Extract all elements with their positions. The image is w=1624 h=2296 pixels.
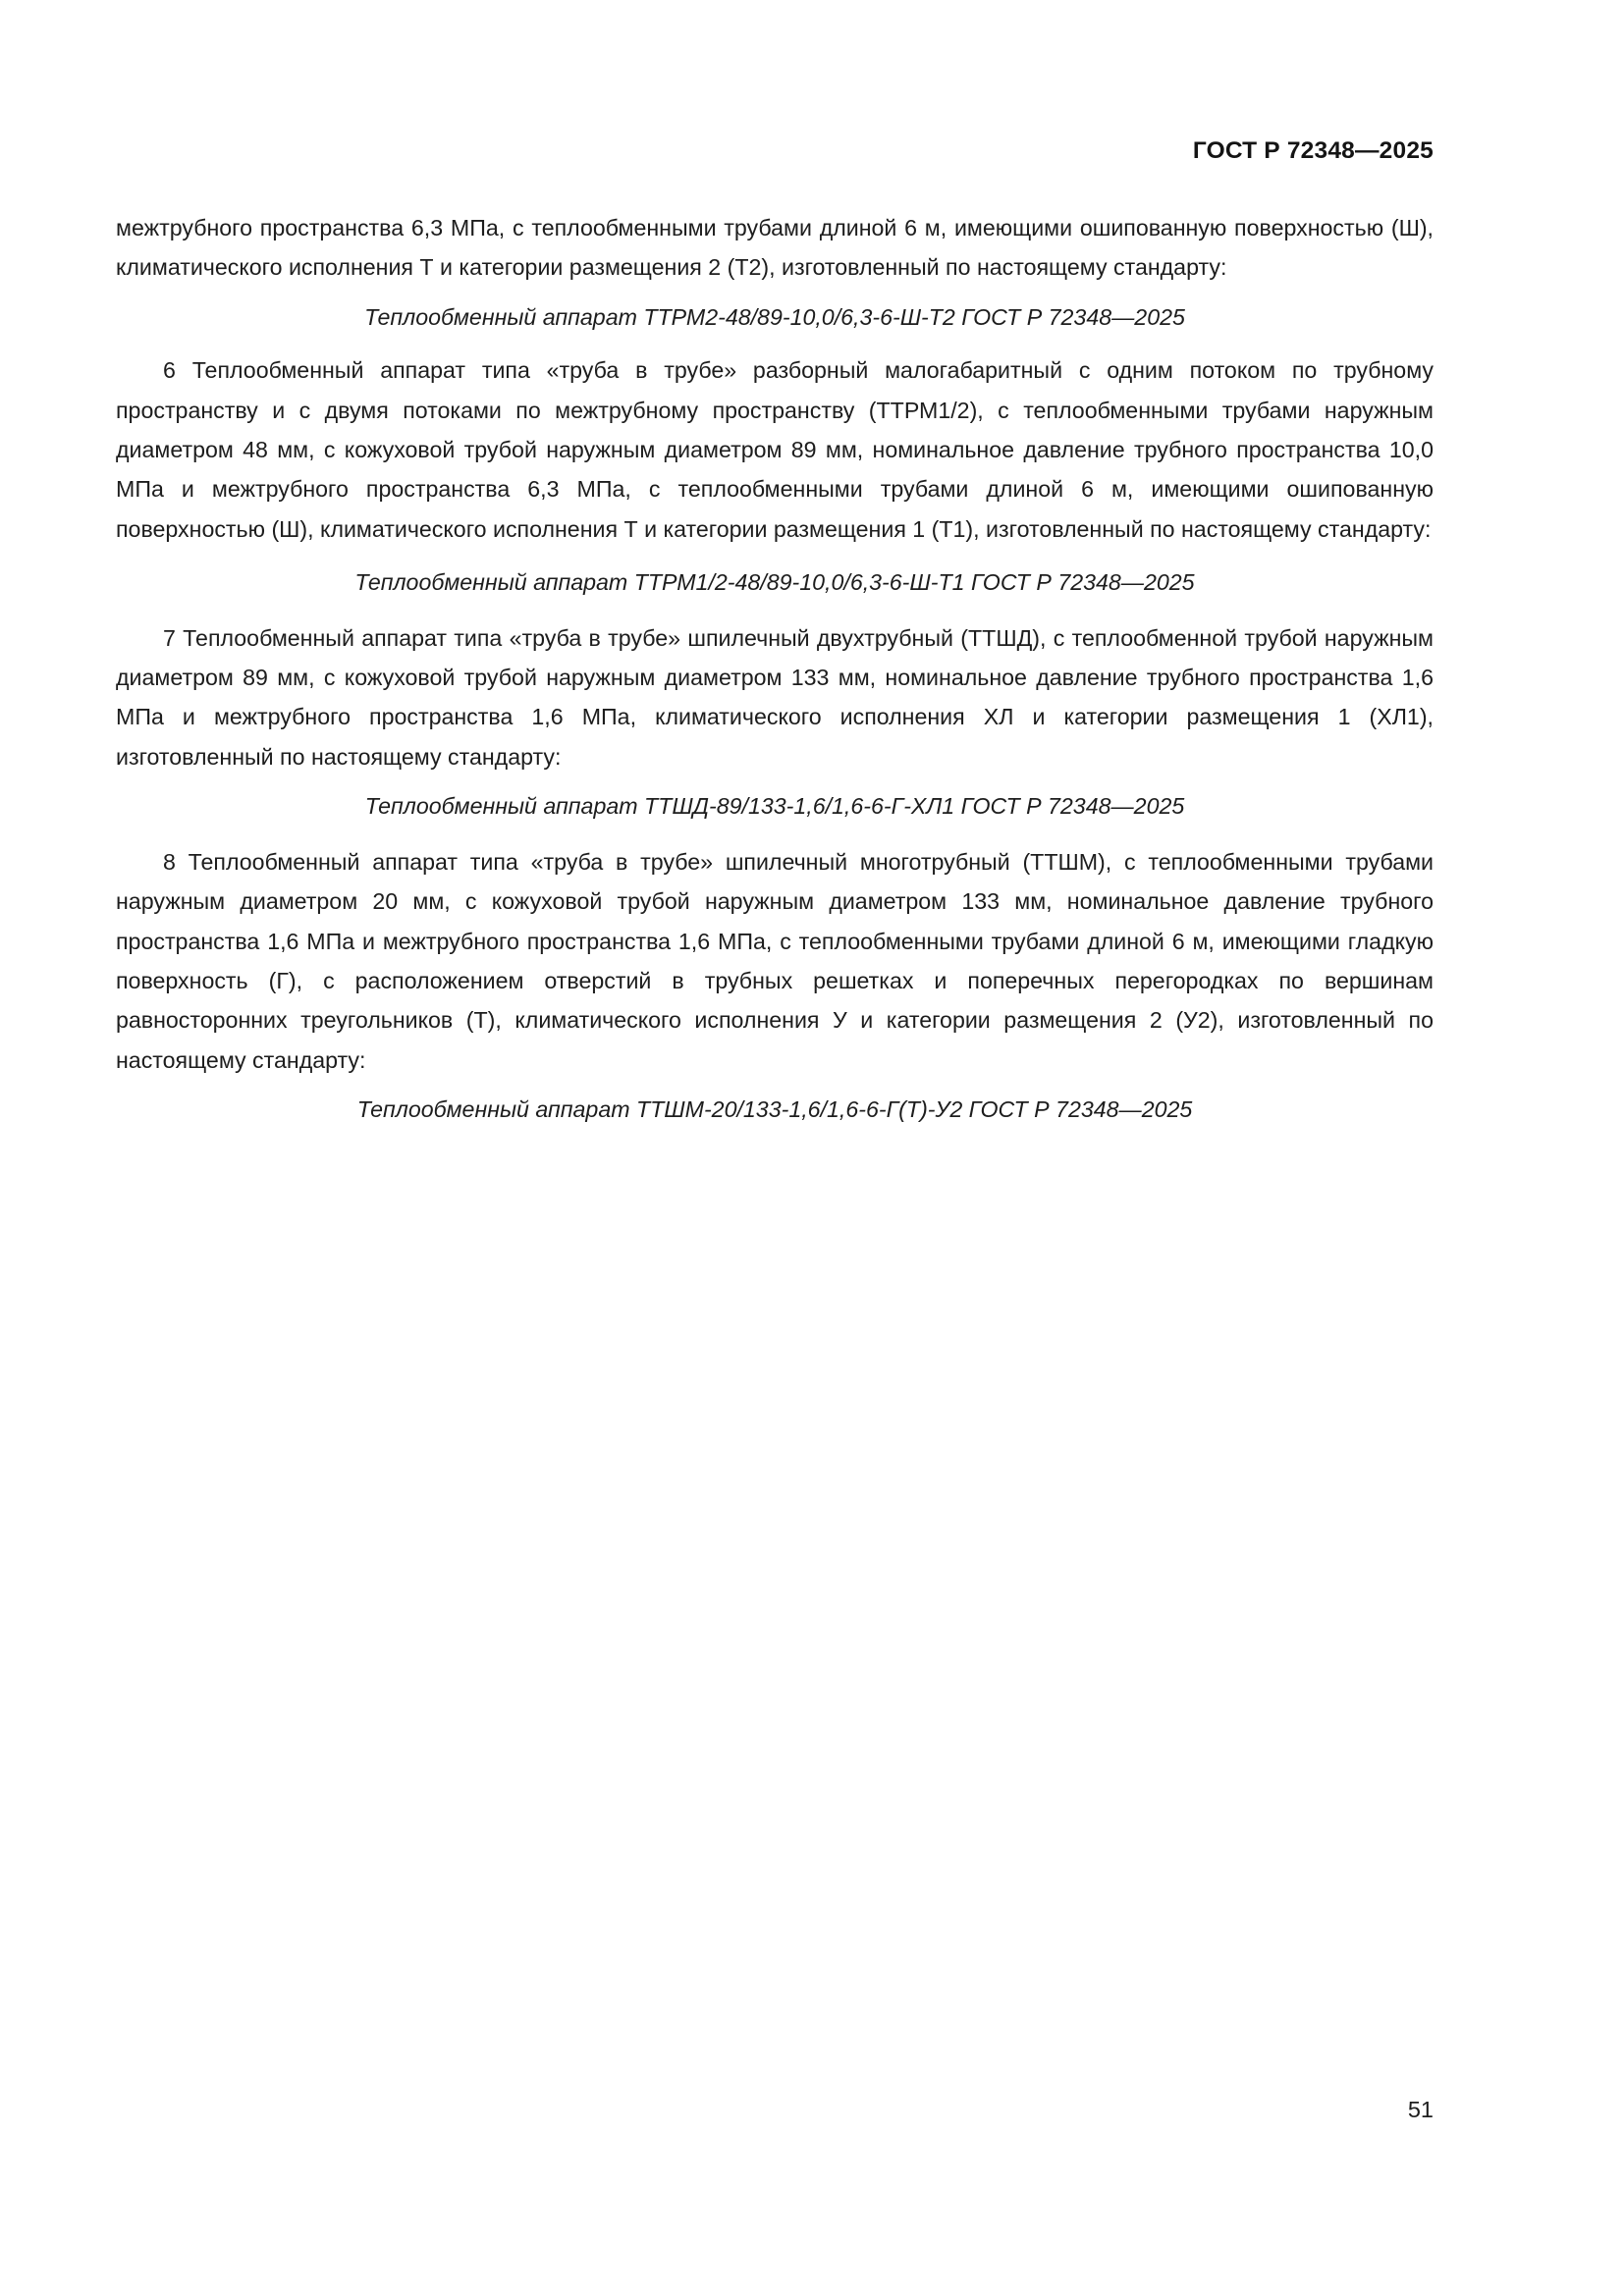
running-head-standard-number: ГОСТ Р 72348—2025 — [1192, 137, 1434, 164]
paragraph-item-8: 8 Теплообменный аппарат типа «труба в трубе» шпилечный многотрубный (ТТШМ), с теплообменными трубами наружным диаметром 20 мм, с кожуховой трубой наружным диаметром 133 мм, номинальное давление трубного пространства 1,6 МПа и межтрубного пространства 1,6 МПа, с теплообменными трубами длиной 6 м, имеющими гладкую поверхность (Г), с расположением отверстий в трубных решетках и поперечных перегородках по вершинам равносторонних треугольников (Т), климатического исполнения У и категории размещения 2 (У2), изготовленный по настоящему стандарту: — [116, 848, 1434, 1073]
spacer — [116, 827, 1434, 842]
designation-line-ttrm2: Теплообменный аппарат ТТРМ2-48/89-10,0/6,3-6-Ш-Т2 ГОСТ Р 72348—2025 — [364, 303, 1185, 330]
spacer — [116, 1080, 1434, 1090]
page-number: 51 — [1407, 2097, 1434, 2122]
spacer — [116, 603, 1434, 618]
paragraph-item-6: 6 Теплообменный аппарат типа «труба в трубе» разборный малогабаритный с одним потоком по трубному пространству и с двумя потоками по межтрубному пространству (ТТРМ1/2), с теплообменными трубами наружным диаметром 48 мм, с кожуховой трубой наружным диаметром 89 мм, номинальное давление трубного пространства 10,0 МПа и межтрубного пространства 6,3 МПа, с теплообменными трубами длиной 6 м, имеющими ошипованную поверхностью (Ш), климатического исполнения Т и категории размещения 1 (Т1), изготовленный по настоящему стандарту: — [116, 357, 1434, 542]
designation-line-ttshd: Теплообменный аппарат ТТШД-89/133-1,6/1,6-6-Г-ХЛ1 ГОСТ Р 72348—2025 — [364, 793, 1185, 820]
spacer — [116, 776, 1434, 786]
page-content — [116, 208, 1434, 1130]
spacer — [116, 337, 1434, 350]
paragraph-continued-from-previous-page: межтрубного пространства 6,3 МПа, с теплообменными трубами длиной 6 м, имеющими ошипованную поверхностью (Ш), климатического исполнения Т и категории размещения 2 (Т2), изготовленный по настоящему стандарту: — [116, 215, 1434, 281]
spacer — [116, 549, 1434, 562]
paragraph-item-7: 7 Теплообменный аппарат типа «труба в трубе» шпилечный двухтрубный (ТТШД), с теплообменной трубой наружным диаметром 89 мм, с кожуховой трубой наружным диаметром 133 мм, номинальное давление трубного пространства 1,6 МПа и межтрубного пространства 1,6 МПа, климатического исполнения ХЛ и категории размещения 1 (ХЛ1), изготовленный по настоящему стандарту: — [116, 624, 1434, 770]
designation-line-ttrm1-2: Теплообменный аппарат ТТРМ1/2-48/89-10,0/6,3-6-Ш-Т1 ГОСТ Р 72348—2025 — [354, 569, 1195, 596]
spacer — [116, 288, 1434, 297]
designation-line-ttshm: Теплообменный аппарат ТТШМ-20/133-1,6/1,6-6-Г(Т)-У2 ГОСТ Р 72348—2025 — [356, 1096, 1193, 1123]
